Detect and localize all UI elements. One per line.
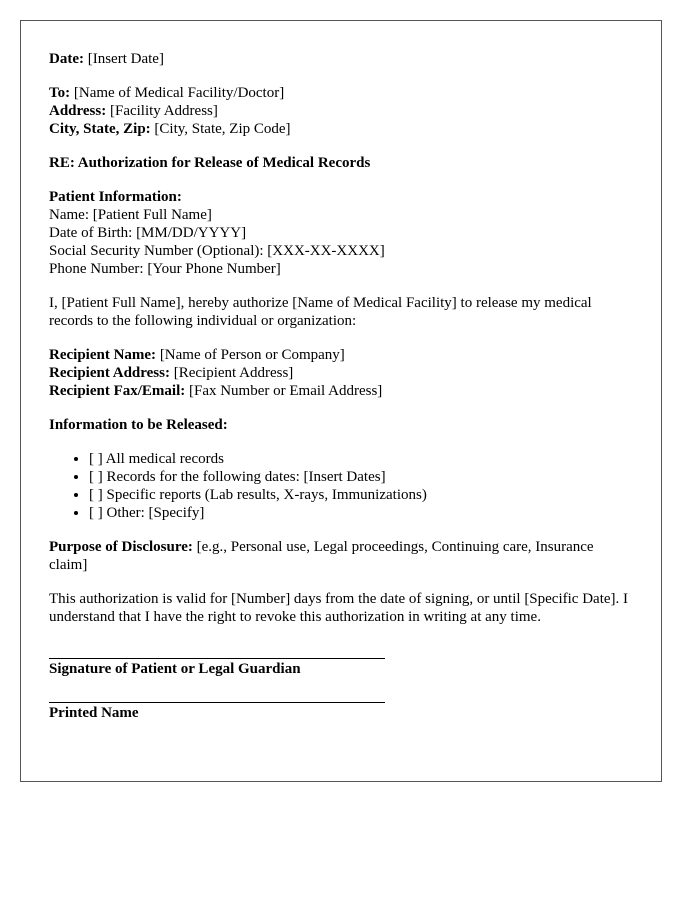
recipient-name-label: Recipient Name: bbox=[49, 347, 157, 363]
purpose-paragraph bbox=[49, 538, 633, 574]
city-label: City, State, Zip: bbox=[49, 121, 151, 137]
recipient-fax-label: Recipient Fax/Email: bbox=[49, 383, 186, 399]
authorization-letter bbox=[20, 20, 662, 782]
addressee-block bbox=[49, 84, 633, 138]
recipient-address-label: Recipient Address: bbox=[49, 365, 170, 381]
patient-signature-label: Signature of Patient or Legal Guardian bbox=[49, 661, 301, 677]
recipient-address-line bbox=[49, 364, 633, 382]
subject-text: RE: Authorization for Release of Medical Records bbox=[49, 155, 371, 171]
recipient-name-value: [Name of Person or Company] bbox=[156, 347, 345, 363]
to-line bbox=[49, 84, 633, 102]
date-value: [Insert Date] bbox=[83, 51, 164, 67]
address-line bbox=[49, 102, 633, 120]
printed-name-line bbox=[49, 702, 385, 703]
recipient-fax-value: [Fax Number or Email Address] bbox=[185, 383, 383, 399]
patient-heading: Patient Information: bbox=[49, 189, 182, 205]
date-label: Date: bbox=[49, 51, 84, 67]
patient-information bbox=[49, 188, 633, 278]
printed-name-label: Printed Name bbox=[49, 705, 139, 721]
city-value: [City, State, Zip Code] bbox=[150, 121, 291, 137]
subject-line bbox=[49, 154, 633, 172]
patient-signature-line bbox=[49, 658, 385, 659]
recipient-block bbox=[49, 346, 633, 400]
to-value: [Name of Medical Facility/Doctor] bbox=[70, 85, 285, 101]
purpose-label: Purpose of Disclosure: bbox=[49, 539, 193, 555]
info-released-list bbox=[49, 450, 633, 522]
list-item: • [ ] All medical records bbox=[89, 450, 633, 468]
info-released-heading: Information to be Released: bbox=[49, 417, 228, 433]
validity-paragraph: This authorization is valid for [Number] days from the date of signing, or until [Specific Date]. I understand that I have the right to revoke this authorization in writing at any time. bbox=[49, 591, 629, 625]
list-item: • [ ] Specific reports (Lab results, X-rays, Immunizations) bbox=[89, 486, 633, 504]
info-released-heading-line bbox=[49, 416, 633, 434]
list-item: • [ ] Records for the following dates: [Insert Dates] bbox=[89, 468, 633, 486]
recipient-name-line bbox=[49, 346, 633, 364]
list-item: • [ ] Other: [Specify] bbox=[89, 504, 633, 522]
city-line bbox=[49, 120, 633, 138]
to-label: To: bbox=[49, 85, 71, 101]
patient-name: Name: [Patient Full Name] bbox=[49, 207, 212, 223]
patient-phone: Phone Number: [Your Phone Number] bbox=[49, 261, 281, 277]
signature-block bbox=[49, 642, 633, 722]
date-line bbox=[49, 50, 633, 68]
address-label: Address: bbox=[49, 103, 107, 119]
patient-dob: Date of Birth: [MM/DD/YYYY] bbox=[49, 225, 247, 241]
address-value: [Facility Address] bbox=[106, 103, 218, 119]
recipient-fax-line bbox=[49, 382, 633, 400]
authorization-paragraph: I, [Patient Full Name], hereby authorize [Name of Medical Facility] to release my medical records to the following individual or organization: bbox=[49, 295, 592, 329]
recipient-address-value: [Recipient Address] bbox=[169, 365, 294, 381]
patient-ssn: Social Security Number (Optional): [XXX-XX-XXXX] bbox=[49, 243, 385, 259]
purpose-value: [e.g., Personal use, Legal proceedings, Continuing care, Insurance claim] bbox=[49, 539, 594, 573]
